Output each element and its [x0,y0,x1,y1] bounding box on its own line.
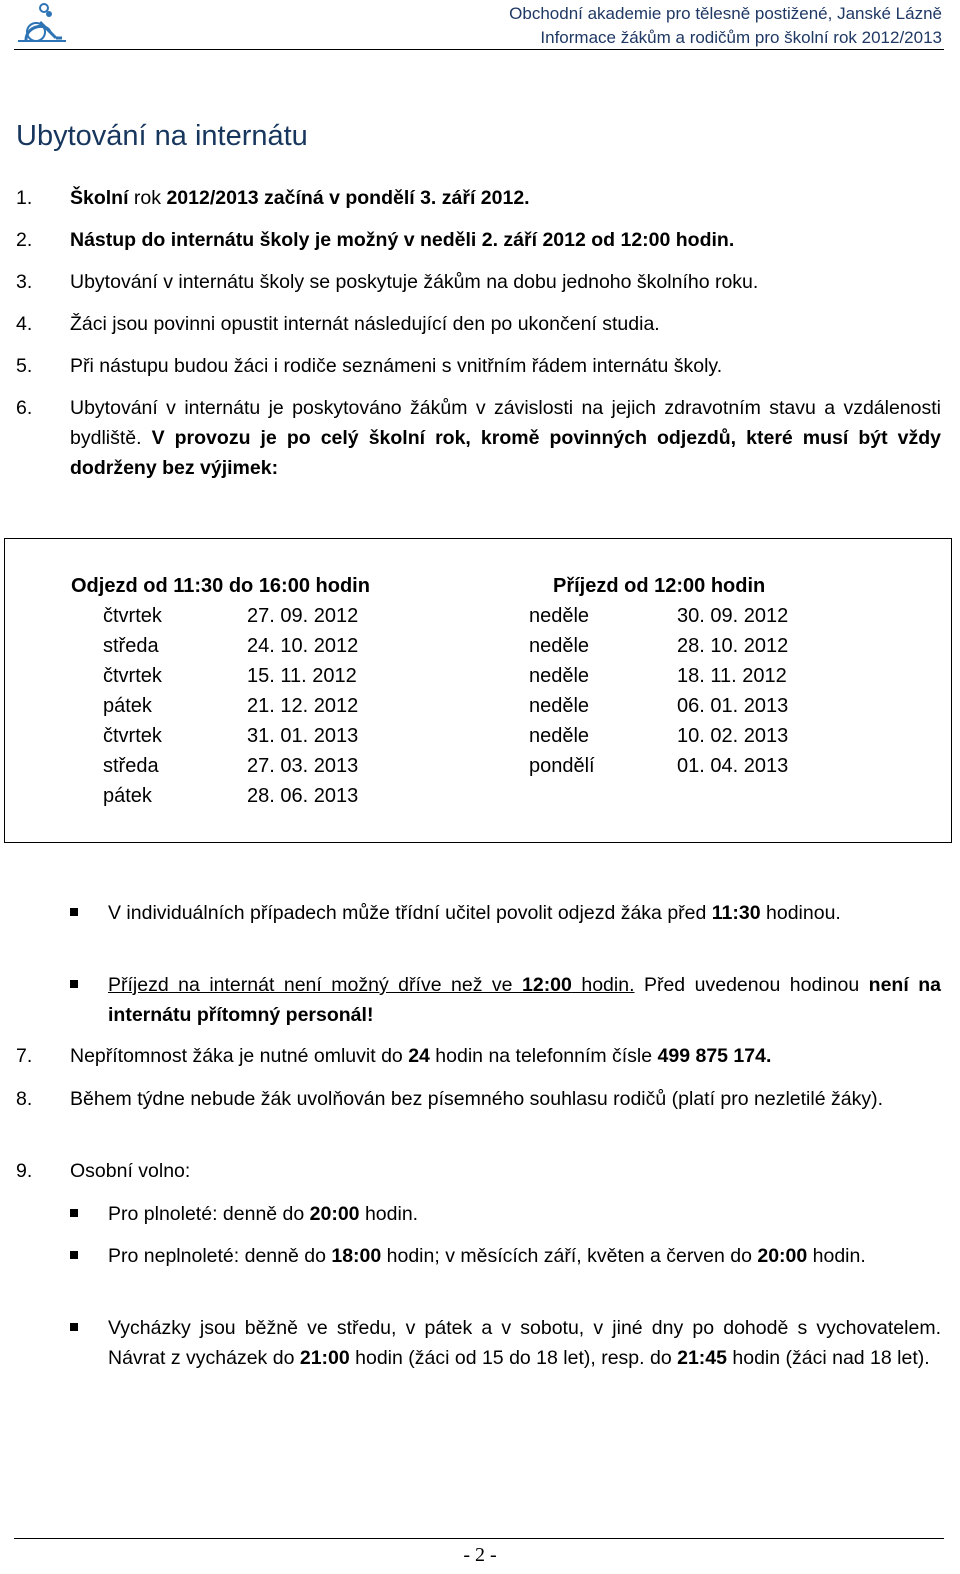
text-run: není na internátu přítomný personál! [108,974,941,1026]
list-item-number: 3. [16,271,33,293]
text-run: 11:30 [711,902,761,924]
list-item-text [70,393,941,483]
bullet-text [108,1199,941,1229]
schedule-day: pátek [103,785,152,807]
text-run: Během týdne nebude žák uvolňován bez písemného souhlasu rodičů (platí pro nezletilé žáky). [70,1088,883,1110]
header-subtitle: Informace žákům a rodičům pro školní rok 2012/2013 [540,28,942,47]
text-run: hodin. [571,974,635,996]
text-run: Příjezd na internát není možný dříve než ve [108,974,522,996]
square-bullet-icon [70,1209,78,1217]
arrivals-title: Příjezd od 12:00 hodin [553,575,766,597]
text-run: Žáci jsou povinni opustit internát následující den po ukončení studia. [70,313,660,335]
square-bullet-icon [70,1323,78,1331]
schedule-day: neděle [529,725,590,747]
list-item-number: 6. [16,397,33,419]
schedule-date: 27. 09. 2012 [247,605,359,627]
schedule-row [529,661,949,691]
text-run: hodin (žáci nad 18 let). [726,1347,930,1369]
schedule-day: středa [103,755,159,777]
text-run: 499 875 174. [657,1045,772,1067]
text-run: hodin na telefonním čísle [429,1045,658,1067]
schedule-day: neděle [529,635,590,657]
schedule-row [71,631,491,661]
list-item-text [70,1041,941,1071]
text-run: hodin. [807,1245,866,1267]
bullet-text [108,898,941,928]
schedule-day: neděle [529,665,590,687]
footer-rule [14,1538,944,1539]
text-run: hodin. [359,1203,419,1225]
schedule-row [71,721,491,751]
text-run: hodin (žáci od 15 do 18 let), resp. do [349,1347,678,1369]
square-bullet-icon [70,980,78,988]
text-run: Ubytování v internátu školy se poskytuje žákům na dobu jednoho školního roku. [70,271,759,293]
text-run: 20:00 [309,1203,360,1225]
text-run: V provozu je po celý školní rok, kromě povinných odjezdů, které musí být vždy dodrženy bez výjimek: [70,427,942,479]
list-item-text [70,183,941,213]
schedule-date: 28. 10. 2012 [677,635,789,657]
bullet-text [108,970,941,1030]
text-run: 20:00 [757,1245,808,1267]
text-run: rok [128,187,167,209]
schedule-date: 01. 04. 2013 [677,755,789,777]
text-run: hodinou. [760,902,841,924]
schedule-date: 30. 09. 2012 [677,605,789,627]
text-run: Vycházky jsou běžně ve středu, v pátek a v sobotu, v jiné dny po dohodě s vychovatelem. Návrat z vycházek do [108,1317,941,1369]
schedule-row [529,721,949,751]
text-run: 21:00 [299,1347,350,1369]
schedule-date: 24. 10. 2012 [247,635,359,657]
list-item-number: 7. [16,1045,33,1067]
list-item-text [70,1156,941,1186]
text-run: 12:00 [522,974,572,996]
schedule-date: 15. 11. 2012 [247,665,357,687]
schedule-day: čtvrtek [103,665,162,687]
schedule-day: čtvrtek [103,605,162,627]
square-bullet-icon [70,908,78,916]
arrivals-column [529,571,949,781]
schedule-row [71,691,491,721]
bullet-text [108,1313,941,1373]
text-run: 24 [408,1045,430,1067]
list-item-text [70,1084,941,1114]
schedule-row [71,751,491,781]
schedule-row [529,691,949,721]
list-item-number: 1. [16,187,33,209]
text-run: Nepřítomnost žáka je nutné omluvit do [70,1045,409,1067]
schedule-box [4,538,952,843]
list-item-text [70,309,941,339]
header-school-name: Obchodní akademie pro tělesně postižené, Janské Lázně [509,4,942,23]
text-run: Osobní volno: [70,1160,191,1182]
schedule-row [71,781,491,811]
list-item-number: 9. [16,1160,33,1182]
header-text [509,2,942,50]
schedule-row [529,631,949,661]
list-item-number: 4. [16,313,33,335]
schedule-day: pátek [103,695,152,717]
text-run: 2012/2013 začíná v pondělí 3. září 2012. [166,187,530,209]
page-header [14,0,944,50]
text-run: Školní [70,187,129,209]
text-run: Při nástupu budou žáci i rodiče seznámeni s vnitřním řádem internátu školy. [70,355,723,377]
schedule-row [529,751,949,781]
text-run: Nástup do internátu školy je možný v neděli 2. září 2012 od 12:00 hodin. [70,229,735,251]
text-run: 18:00 [331,1245,382,1267]
departures-title: Odjezd od 11:30 do 16:00 hodin [71,575,370,597]
list-item-number: 2. [16,229,33,251]
list-item-number: 5. [16,355,33,377]
schedule-row [71,661,491,691]
schedule-date: 28. 06. 2013 [247,785,359,807]
text-run: V individuálních případech může třídní učitel povolit odjezd žáka před [108,902,712,924]
schedule-date: 18. 11. 2012 [677,665,787,687]
school-logo-icon [16,2,68,44]
list-item-number: 8. [16,1088,33,1110]
schedule-date: 06. 01. 2013 [677,695,789,717]
schedule-date: 27. 03. 2013 [247,755,359,777]
schedule-day: čtvrtek [103,725,162,747]
text-run: Před uvedenou hodinou [634,974,869,996]
page-title: Ubytování na internátu [16,120,308,152]
list-item-text [70,267,941,297]
schedule-day: neděle [529,695,590,717]
text-run: Pro neplnoleté: denně do [108,1245,332,1267]
schedule-date: 31. 01. 2013 [247,725,359,747]
schedule-date: 10. 02. 2013 [677,725,789,747]
text-run: Ubytování v internátu je poskytováno žákům v závislosti na jejich zdravotním stavu a vzdálenosti bydliště. [70,397,941,449]
schedule-row [529,601,949,631]
text-run: hodin; v měsících září, květen a červen do [381,1245,758,1267]
list-item-text [70,225,941,255]
bullet-text [108,1241,941,1271]
schedule-day: neděle [529,605,590,627]
departures-column [71,571,491,811]
schedule-day: středa [103,635,159,657]
list-item-text [70,351,941,381]
schedule-row [71,601,491,631]
text-run: 21:45 [677,1347,727,1369]
schedule-day: pondělí [529,755,595,777]
text-run: Pro plnoleté: denně do [108,1203,310,1225]
square-bullet-icon [70,1251,78,1259]
page-number: - 2 - [463,1544,497,1566]
schedule-date: 21. 12. 2012 [247,695,359,717]
